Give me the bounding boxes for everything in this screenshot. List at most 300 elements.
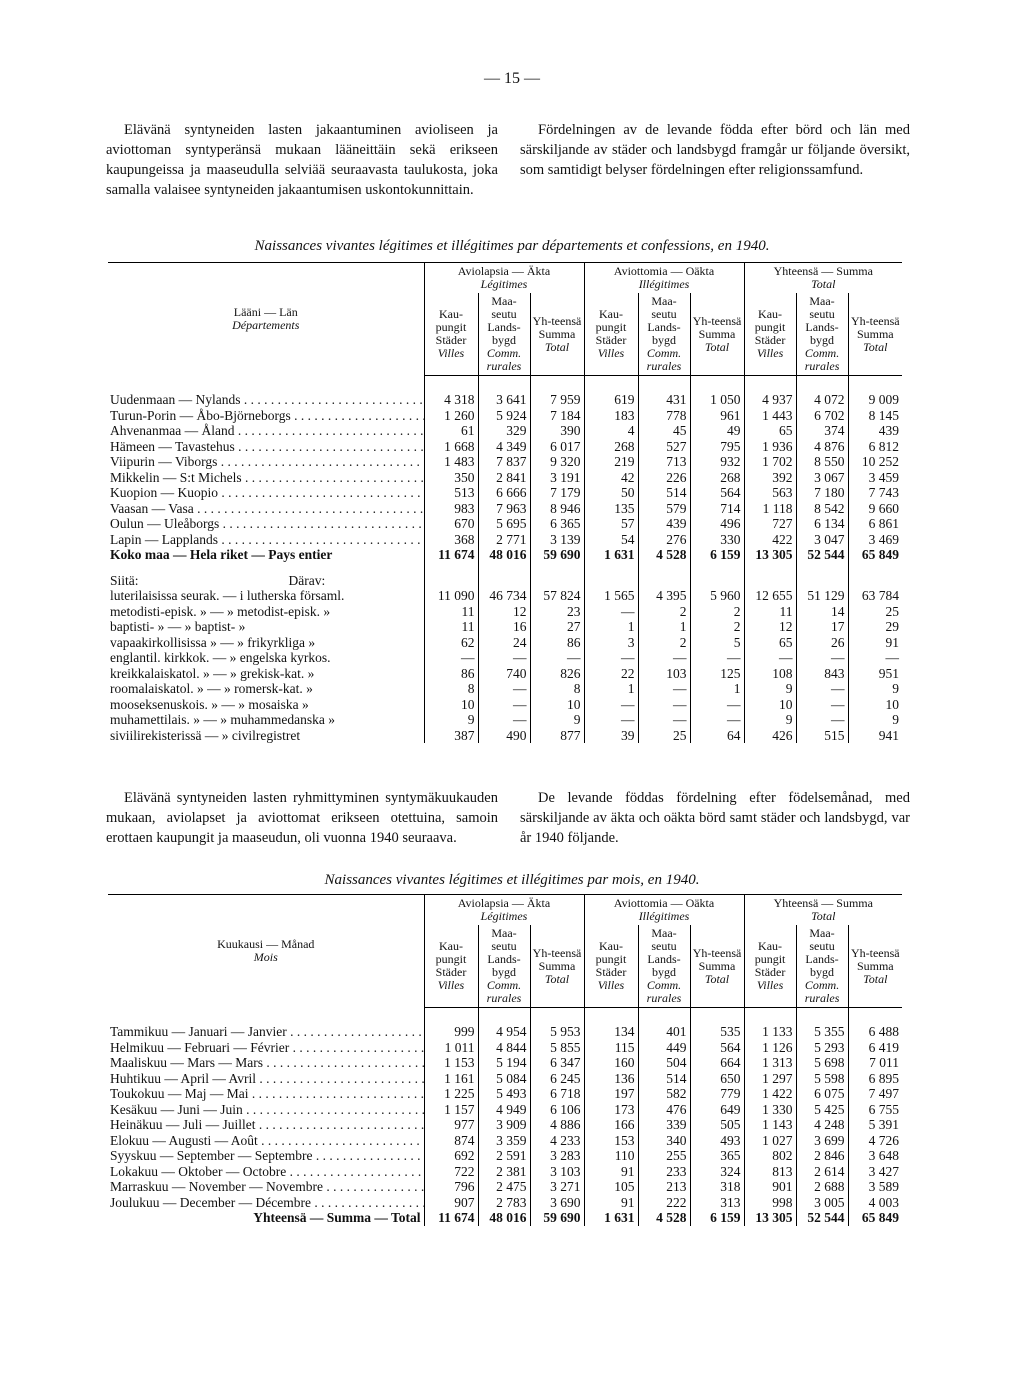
- religion-row: [108, 650, 902, 666]
- cell-value: 39: [584, 728, 638, 744]
- col-header-rural: Maa-seutu Lands-bygd Comm. rurales: [478, 925, 530, 1008]
- cell-value: 401: [638, 1024, 690, 1040]
- cell-value: 6 017: [530, 439, 584, 455]
- cell-value: 10: [848, 697, 902, 713]
- cell-value: 313: [690, 1195, 744, 1211]
- cell-value: 276: [638, 532, 690, 548]
- table-row: [108, 392, 902, 408]
- cell-value: —: [638, 712, 690, 728]
- cell-value: 449: [638, 1040, 690, 1056]
- intro-text-swedish: Fördelningen av de levande födda efter börd och län med särskiljande av städer och landsbygd framgår ur följande översikt, som samtidigt belyser fördelningen efter religionssamfund.: [520, 122, 910, 178]
- cell-value: 3 067: [796, 470, 848, 486]
- cell-value: 91: [848, 635, 902, 651]
- religion-row: [108, 604, 902, 620]
- cell-value: 10: [744, 697, 796, 713]
- table2-caption: Naissances vivantes légitimes et illégitimes par mois, en 1940.: [324, 872, 700, 888]
- cell-value: 977: [424, 1117, 478, 1133]
- cell-value: 63 784: [848, 588, 902, 604]
- cell-value: 439: [638, 516, 690, 532]
- cell-value: 999: [424, 1024, 478, 1040]
- col-header-city: Kau-pungit Städer Villes: [424, 293, 478, 376]
- cell-value: 901: [744, 1179, 796, 1195]
- cell-value: 26: [796, 635, 848, 651]
- cell-value: 2 771: [478, 532, 530, 548]
- cell-value: 2 475: [478, 1179, 530, 1195]
- cell-value: 3 359: [478, 1133, 530, 1149]
- table-row: [108, 1024, 902, 1040]
- cell-value: 183: [584, 408, 638, 424]
- cell-value: 664: [690, 1055, 744, 1071]
- cell-value: 49: [690, 423, 744, 439]
- cell-value: 3 283: [530, 1148, 584, 1164]
- cell-value: 5 855: [530, 1040, 584, 1056]
- row-label: Oulun — Uleåborgs . . .: [108, 516, 424, 532]
- cell-value: —: [478, 650, 530, 666]
- cell-value: 7 184: [530, 408, 584, 424]
- cell-value: 268: [584, 439, 638, 455]
- stub-header: Kuukausi — Månad Mois: [108, 895, 424, 1008]
- cell-value: 57 824: [530, 588, 584, 604]
- cell-value: 563: [744, 485, 796, 501]
- cell-value: 5 293: [796, 1040, 848, 1056]
- cell-value: 619: [584, 392, 638, 408]
- cell-value: 826: [530, 666, 584, 682]
- cell-value: 365: [690, 1148, 744, 1164]
- cell-value: 961: [690, 408, 744, 424]
- cell-value: 4 003: [848, 1195, 902, 1211]
- table-row: [108, 1133, 902, 1149]
- cell-value: 3 271: [530, 1179, 584, 1195]
- cell-value: 5 924: [478, 408, 530, 424]
- cell-value: 59 690: [530, 547, 584, 563]
- cell-value: 10 252: [848, 454, 902, 470]
- cell-value: 6 718: [530, 1086, 584, 1102]
- cell-value: 134: [584, 1024, 638, 1040]
- religion-row: [108, 588, 902, 604]
- cell-value: 330: [690, 532, 744, 548]
- cell-value: 6 106: [530, 1102, 584, 1118]
- cell-value: 7 497: [848, 1086, 902, 1102]
- cell-value: —: [638, 697, 690, 713]
- row-label: muhamettilais. » — » muhammedanska »: [110, 712, 335, 727]
- cell-value: 12: [744, 619, 796, 635]
- col-header-rural: Maa-seutu Lands-bygd Comm. rurales: [796, 925, 848, 1008]
- col-header-city: Kau-pungit Städer Villes: [744, 925, 796, 1008]
- row-label: englantil. kirkkok. — » engelska kyrkos.: [110, 650, 331, 665]
- col-header-city: Kau-pungit Städer Villes: [744, 293, 796, 376]
- cell-value: 907: [424, 1195, 478, 1211]
- cell-value: 48 016: [478, 547, 530, 563]
- row-label: Mikkelin — S:t Michels . . .: [108, 470, 424, 486]
- row-label: Tammikuu — Januari — Janvier . . .: [108, 1024, 424, 1040]
- cell-value: 6 755: [848, 1102, 902, 1118]
- cell-value: 2 381: [478, 1164, 530, 1180]
- religion-row: [108, 666, 902, 682]
- total-row: [108, 1210, 902, 1226]
- cell-value: 1 702: [744, 454, 796, 470]
- cell-value: —: [690, 697, 744, 713]
- cell-value: 5 698: [796, 1055, 848, 1071]
- cell-value: 61: [424, 423, 478, 439]
- cell-value: 219: [584, 454, 638, 470]
- total-row: [108, 547, 902, 563]
- table-row: [108, 1195, 902, 1211]
- cell-value: 722: [424, 1164, 478, 1180]
- cell-value: 5 391: [848, 1117, 902, 1133]
- cell-value: —: [690, 650, 744, 666]
- cell-value: 4 937: [744, 392, 796, 408]
- cell-value: 1 936: [744, 439, 796, 455]
- cell-value: 48 016: [478, 1210, 530, 1226]
- cell-value: 268: [690, 470, 744, 486]
- cell-value: 6 666: [478, 485, 530, 501]
- cell-value: 9: [424, 712, 478, 728]
- cell-value: 535: [690, 1024, 744, 1040]
- cell-value: —: [530, 650, 584, 666]
- table-row: [108, 1117, 902, 1133]
- cell-value: 65: [744, 635, 796, 651]
- cell-value: 86: [530, 635, 584, 651]
- cell-value: 514: [638, 1071, 690, 1087]
- cell-value: 1 157: [424, 1102, 478, 1118]
- table-row: [108, 408, 902, 424]
- spacer-row: [108, 563, 902, 573]
- cell-value: 160: [584, 1055, 638, 1071]
- cell-value: 10: [424, 697, 478, 713]
- cell-value: 6 702: [796, 408, 848, 424]
- births-by-month-table: [108, 894, 902, 1226]
- cell-value: 2 841: [478, 470, 530, 486]
- row-label: Lapin — Lapplands . . .: [108, 532, 424, 548]
- cell-value: 222: [638, 1195, 690, 1211]
- row-label: Hämeen — Tavastehus . . .: [108, 439, 424, 455]
- cell-value: —: [478, 681, 530, 697]
- cell-value: 778: [638, 408, 690, 424]
- cell-value: 439: [848, 423, 902, 439]
- cell-value: 6 075: [796, 1086, 848, 1102]
- cell-value: 12 655: [744, 588, 796, 604]
- cell-value: —: [796, 681, 848, 697]
- cell-value: 329: [478, 423, 530, 439]
- table-row: [108, 516, 902, 532]
- cell-value: 8: [424, 681, 478, 697]
- cell-value: 564: [690, 1040, 744, 1056]
- cell-value: 941: [848, 728, 902, 744]
- cell-value: 4 528: [638, 547, 690, 563]
- cell-value: 5 960: [690, 588, 744, 604]
- cell-value: 50: [584, 485, 638, 501]
- cell-value: 802: [744, 1148, 796, 1164]
- cell-value: 233: [638, 1164, 690, 1180]
- cell-value: 843: [796, 666, 848, 682]
- cell-value: 65 849: [848, 1210, 902, 1226]
- cell-value: 86: [424, 666, 478, 682]
- cell-value: 2: [638, 604, 690, 620]
- cell-value: 795: [690, 439, 744, 455]
- cell-value: 13 305: [744, 547, 796, 563]
- cell-value: 4: [584, 423, 638, 439]
- table-row: [108, 532, 902, 548]
- cell-value: 1 668: [424, 439, 478, 455]
- cell-value: 9: [848, 681, 902, 697]
- cell-value: 10: [530, 697, 584, 713]
- cell-value: 1: [584, 619, 638, 635]
- row-label: roomalaiskatol. » — » romersk-kat. »: [110, 681, 313, 696]
- cell-value: 11: [424, 619, 478, 635]
- cell-value: 8 542: [796, 501, 848, 517]
- row-label: Turun-Porin — Åbo-Björneborgs . . .: [108, 408, 424, 424]
- cell-value: 136: [584, 1071, 638, 1087]
- page-number: — 15 —: [484, 70, 540, 87]
- cell-value: 9: [530, 712, 584, 728]
- cell-value: 8 946: [530, 501, 584, 517]
- cell-value: 350: [424, 470, 478, 486]
- cell-value: 2 783: [478, 1195, 530, 1211]
- spacer-row: [108, 1008, 902, 1025]
- cell-value: 27: [530, 619, 584, 635]
- cell-value: 9 660: [848, 501, 902, 517]
- cell-value: 29: [848, 619, 902, 635]
- cell-value: 14: [796, 604, 848, 620]
- stub-header: Lääni — Län Départements: [108, 263, 424, 376]
- cell-value: 91: [584, 1195, 638, 1211]
- cell-value: 7 963: [478, 501, 530, 517]
- cell-value: 52 544: [796, 1210, 848, 1226]
- row-label: Ahvenanmaa — Åland . . .: [108, 423, 424, 439]
- cell-value: 173: [584, 1102, 638, 1118]
- cell-value: 2 614: [796, 1164, 848, 1180]
- cell-value: 5 084: [478, 1071, 530, 1087]
- cell-value: 1 153: [424, 1055, 478, 1071]
- cell-value: 796: [424, 1179, 478, 1195]
- cell-value: 1 631: [584, 1210, 638, 1226]
- col-header-city: Kau-pungit Städer Villes: [584, 925, 638, 1008]
- cell-value: —: [796, 650, 848, 666]
- col-header-total: Yh-teensä Summa Total: [530, 293, 584, 376]
- cell-value: 3 690: [530, 1195, 584, 1211]
- cell-value: 5 194: [478, 1055, 530, 1071]
- cell-value: 3 459: [848, 470, 902, 486]
- cell-value: 6 812: [848, 439, 902, 455]
- cell-value: 6 159: [690, 547, 744, 563]
- cell-value: 392: [744, 470, 796, 486]
- col-header-rural: Maa-seutu Lands-bygd Comm. rurales: [638, 925, 690, 1008]
- col-header-total: Yh-teensä Summa Total: [690, 293, 744, 376]
- row-label: Joulukuu — December — Décembre . . .: [108, 1195, 424, 1211]
- cell-value: 4 395: [638, 588, 690, 604]
- cell-value: 5 493: [478, 1086, 530, 1102]
- cell-value: 11 674: [424, 547, 478, 563]
- cell-value: 1 011: [424, 1040, 478, 1056]
- cell-value: 515: [796, 728, 848, 744]
- cell-value: —: [424, 650, 478, 666]
- row-label: Lokakuu — Oktober — Octobre . . .: [108, 1164, 424, 1180]
- cell-value: 650: [690, 1071, 744, 1087]
- row-label: siviilirekisterissä — » civilregistret: [110, 727, 301, 743]
- cell-value: 65: [744, 423, 796, 439]
- cell-value: 4 949: [478, 1102, 530, 1118]
- row-label: Elokuu — Augusti — Août . . .: [108, 1133, 424, 1149]
- cell-value: 7 959: [530, 392, 584, 408]
- cell-value: 11: [424, 604, 478, 620]
- cell-value: 740: [478, 666, 530, 682]
- spacer-row: [108, 376, 902, 393]
- religion-row: [108, 681, 902, 697]
- cell-value: 3 909: [478, 1117, 530, 1133]
- cell-value: —: [638, 650, 690, 666]
- cell-value: 105: [584, 1179, 638, 1195]
- col-header-total: Yh-teensä Summa Total: [848, 925, 902, 1008]
- cell-value: 25: [848, 604, 902, 620]
- cell-value: 2 688: [796, 1179, 848, 1195]
- cell-value: 6 245: [530, 1071, 584, 1087]
- cell-value: 13 305: [744, 1210, 796, 1226]
- cell-value: 4 844: [478, 1040, 530, 1056]
- row-label: kreikkalaiskatol. » — » grekisk-kat. »: [110, 665, 315, 681]
- cell-value: 2: [690, 604, 744, 620]
- cell-value: 670: [424, 516, 478, 532]
- cell-value: 426: [744, 728, 796, 744]
- cell-value: 1: [584, 681, 638, 697]
- cell-value: 166: [584, 1117, 638, 1133]
- cell-value: —: [690, 712, 744, 728]
- religion-row: [108, 697, 902, 713]
- cell-value: 9: [848, 712, 902, 728]
- cell-value: 513: [424, 485, 478, 501]
- cell-value: 64: [690, 728, 744, 744]
- row-label: Marraskuu — November — Novembre . . .: [108, 1179, 424, 1195]
- cell-value: 714: [690, 501, 744, 517]
- intro2-text-swedish: De levande föddas fördelning efter födelsemånad, med särskiljande av äkta och oäkta börd samt städer och landsbygd, var år 1940 följande.: [520, 790, 910, 846]
- cell-value: 6 159: [690, 1210, 744, 1226]
- cell-value: 110: [584, 1148, 638, 1164]
- religion-row: [108, 712, 902, 728]
- cell-value: 7 011: [848, 1055, 902, 1071]
- cell-value: 4 072: [796, 392, 848, 408]
- cell-value: 65 849: [848, 547, 902, 563]
- group-header-total: Yhteensä — Summa Total: [744, 895, 902, 926]
- cell-value: 12: [478, 604, 530, 620]
- row-label: Helmikuu — Februari — Février . . .: [108, 1040, 424, 1056]
- cell-value: 1 126: [744, 1040, 796, 1056]
- cell-value: 1 631: [584, 547, 638, 563]
- table-row: [108, 470, 902, 486]
- cell-value: 51 129: [796, 588, 848, 604]
- row-label: baptisti- » — » baptist- »: [110, 619, 246, 634]
- cell-value: 52 544: [796, 547, 848, 563]
- cell-value: 4 954: [478, 1024, 530, 1040]
- group-header-legitimate: Aviolapsia — Äkta Légitimes: [424, 895, 584, 926]
- col-header-total: Yh-teensä Summa Total: [530, 925, 584, 1008]
- cell-value: 932: [690, 454, 744, 470]
- cell-value: 1 297: [744, 1071, 796, 1087]
- cell-value: 3 469: [848, 532, 902, 548]
- cell-value: —: [584, 712, 638, 728]
- cell-value: 649: [690, 1102, 744, 1118]
- cell-value: 1 330: [744, 1102, 796, 1118]
- cell-value: 4 876: [796, 439, 848, 455]
- intro-text-finnish: Elävänä syntyneiden lasten jakaantuminen avioliseen ja aviottoman syntyperänsä mukaan lääneittäin sekä erikseen kaupungeissa ja maaseudulla selviää seuraavasta taulukosta, joka samalla valaisee syntyneiden jakaantumisen uskontokunnittain.: [106, 122, 498, 198]
- cell-value: 1 161: [424, 1071, 478, 1087]
- row-label: Maaliskuu — Mars — Mars . . .: [108, 1055, 424, 1071]
- cell-value: 45: [638, 423, 690, 439]
- religion-row: [108, 619, 902, 635]
- cell-value: 1 443: [744, 408, 796, 424]
- row-label: Heinäkuu — Juli — Juillet . . .: [108, 1117, 424, 1133]
- cell-value: 3 005: [796, 1195, 848, 1211]
- cell-value: 998: [744, 1195, 796, 1211]
- table-row: [108, 439, 902, 455]
- cell-value: 2: [690, 619, 744, 635]
- cell-value: 490: [478, 728, 530, 744]
- cell-value: 8 550: [796, 454, 848, 470]
- row-label: Uudenmaan — Nylands . . .: [108, 392, 424, 408]
- col-header-city: Kau-pungit Städer Villes: [424, 925, 478, 1008]
- cell-value: 877: [530, 728, 584, 744]
- cell-value: 2 591: [478, 1148, 530, 1164]
- cell-value: 4 886: [530, 1117, 584, 1133]
- col-header-total: Yh-teensä Summa Total: [848, 293, 902, 376]
- cell-value: —: [796, 712, 848, 728]
- cell-value: 6 488: [848, 1024, 902, 1040]
- cell-value: 153: [584, 1133, 638, 1149]
- cell-value: 4 528: [638, 1210, 690, 1226]
- cell-value: 6 365: [530, 516, 584, 532]
- table-row: [108, 1071, 902, 1087]
- cell-value: 115: [584, 1040, 638, 1056]
- table-row: [108, 501, 902, 517]
- cell-value: 318: [690, 1179, 744, 1195]
- cell-value: 6 419: [848, 1040, 902, 1056]
- cell-value: 4 318: [424, 392, 478, 408]
- row-label: metodisti-episk. » — » metodist-episk. »: [110, 603, 331, 619]
- cell-value: 7 837: [478, 454, 530, 470]
- table-row: [108, 454, 902, 470]
- cell-value: —: [848, 650, 902, 666]
- cell-value: 57: [584, 516, 638, 532]
- cell-value: 6 347: [530, 1055, 584, 1071]
- cell-value: 4 726: [848, 1133, 902, 1149]
- cell-value: —: [584, 697, 638, 713]
- cell-value: 6 134: [796, 516, 848, 532]
- cell-value: —: [796, 697, 848, 713]
- cell-value: 11: [744, 604, 796, 620]
- cell-value: 197: [584, 1086, 638, 1102]
- cell-value: 3 139: [530, 532, 584, 548]
- row-label: Kuopion — Kuopio . . .: [108, 485, 424, 501]
- intro2-text-finnish: Elävänä syntyneiden lasten ryhmittyminen syntymäkuukauden mukaan, aviolapset ja aviottomat erikseen otettuina, samoin erottaen kaupungit ja maaseudun, oli vuonna 1940 seuraava.: [106, 790, 498, 846]
- cell-value: 24: [478, 635, 530, 651]
- table-row: [108, 1086, 902, 1102]
- group-header-illegitimate: Aviottomia — Oäkta Illégitimes: [584, 895, 744, 926]
- cell-value: 1: [638, 619, 690, 635]
- cell-value: 226: [638, 470, 690, 486]
- cell-value: 368: [424, 532, 478, 548]
- cell-value: 3 589: [848, 1179, 902, 1195]
- cell-value: 422: [744, 532, 796, 548]
- cell-value: 692: [424, 1148, 478, 1164]
- cell-value: 579: [638, 501, 690, 517]
- cell-value: 4 349: [478, 439, 530, 455]
- cell-value: 340: [638, 1133, 690, 1149]
- cell-value: 8: [530, 681, 584, 697]
- col-header-total: Yh-teensä Summa Total: [690, 925, 744, 1008]
- cell-value: 5 355: [796, 1024, 848, 1040]
- cell-value: 5 953: [530, 1024, 584, 1040]
- cell-value: 1 225: [424, 1086, 478, 1102]
- table-row: [108, 1055, 902, 1071]
- cell-value: 17: [796, 619, 848, 635]
